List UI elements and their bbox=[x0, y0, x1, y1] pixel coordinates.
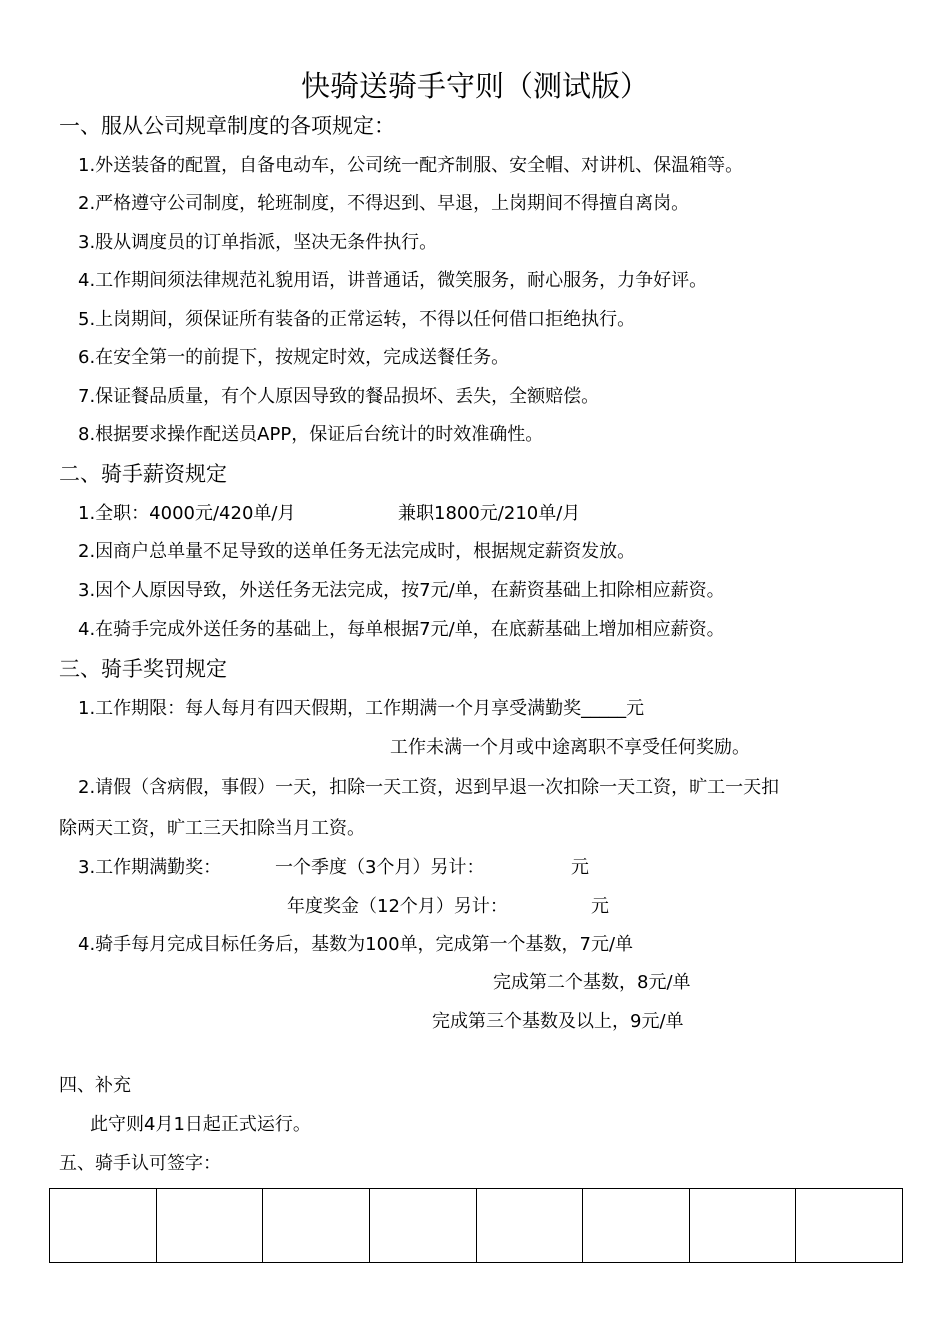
signature-cell[interactable] bbox=[369, 1189, 476, 1263]
list-item-continuation: 除两天工资，旷工三天扣除当月工资。 bbox=[59, 818, 365, 839]
list-item: 4.工作期间须法律规范礼貌用语，讲普通话，微笑服务，耐心服务，力争好评。 bbox=[78, 270, 708, 291]
list-item: 6.在安全第一的前提下，按规定时效，完成送餐任务。 bbox=[78, 347, 510, 368]
section-heading-salary: 二、骑手薪资规定 bbox=[59, 462, 227, 486]
list-item: 2.请假（含病假，事假）一天，扣除一天工资，迟到早退一次扣除一天工资，旷工一天扣 bbox=[78, 777, 780, 798]
list-item: 2.因商户总单量不足导致的送单任务无法完成时，根据规定薪资发放。 bbox=[78, 541, 636, 562]
list-item: 7.保证餐品质量，有个人原因导致的餐品损坏、丢失，全额赔偿。 bbox=[78, 386, 600, 407]
list-item: 1.工作期限：每人每月有四天假期，工作期满一个月享受满勤奖_____元 bbox=[78, 698, 645, 719]
quarter-bonus-label: 一个季度（3个月）另计： bbox=[275, 857, 485, 878]
signature-cell[interactable] bbox=[796, 1189, 903, 1263]
quarter-bonus-unit: 元 bbox=[571, 857, 589, 878]
year-bonus-label: 年度奖金（12个月）另计： bbox=[287, 896, 508, 917]
list-item: 5.上岗期间，须保证所有装备的正常运转，不得以任何借口拒绝执行。 bbox=[78, 309, 636, 330]
list-item: 4.骑手每月完成目标任务后，基数为100单，完成第一个基数，7元/单 bbox=[78, 934, 634, 955]
section-heading-signature: 五、骑手认可签字： bbox=[59, 1153, 221, 1174]
list-item-continuation: 完成第二个基数，8元/单 bbox=[493, 972, 691, 993]
list-item: 3.股从调度员的订单指派，坚决无条件执行。 bbox=[78, 232, 438, 253]
section-heading-rules: 一、服从公司规章制度的各项规定： bbox=[59, 114, 395, 138]
supplement-text: 此守则4月1日起正式运行。 bbox=[90, 1114, 311, 1135]
year-bonus-unit: 元 bbox=[591, 896, 609, 917]
signature-cell[interactable] bbox=[689, 1189, 796, 1263]
list-item: 8.根据要求操作配送员APP，保证后台统计的时效准确性。 bbox=[78, 424, 544, 445]
list-item-continuation: 完成第三个基数及以上，9元/单 bbox=[432, 1011, 684, 1032]
signature-cell[interactable] bbox=[583, 1189, 690, 1263]
signature-cell[interactable] bbox=[156, 1189, 263, 1263]
list-item: 3.工作期满勤奖： bbox=[78, 857, 222, 878]
list-item-continuation: 工作未满一个月或中途离职不享受任何奖励。 bbox=[390, 737, 750, 758]
signature-cell[interactable] bbox=[263, 1189, 370, 1263]
list-item: 2.严格遵守公司制度，轮班制度，不得迟到、早退，上岗期间不得擅自离岗。 bbox=[78, 193, 690, 214]
signature-table bbox=[49, 1188, 903, 1263]
section-heading-rewards: 三、骑手奖罚规定 bbox=[59, 657, 227, 681]
list-item: 1.外送装备的配置，自备电动车，公司统一配齐制服、安全帽、对讲机、保温箱等。 bbox=[78, 155, 744, 176]
list-item: 4.在骑手完成外送任务的基础上，每单根据7元/单，在底薪基础上增加相应薪资。 bbox=[78, 619, 725, 640]
page-title: 快骑送骑手守则（测试版） bbox=[300, 69, 649, 103]
signature-cell[interactable] bbox=[476, 1189, 583, 1263]
section-heading-supplement: 四、补充 bbox=[59, 1075, 131, 1096]
salary-parttime: 兼职1800元/210单/月 bbox=[398, 503, 581, 524]
signature-cell[interactable] bbox=[50, 1189, 157, 1263]
table-row bbox=[50, 1189, 903, 1263]
list-item: 3.因个人原因导致，外送任务无法完成，按7元/单，在薪资基础上扣除相应薪资。 bbox=[78, 580, 725, 601]
salary-fulltime: 1.全职：4000元/420单/月 bbox=[78, 503, 296, 524]
